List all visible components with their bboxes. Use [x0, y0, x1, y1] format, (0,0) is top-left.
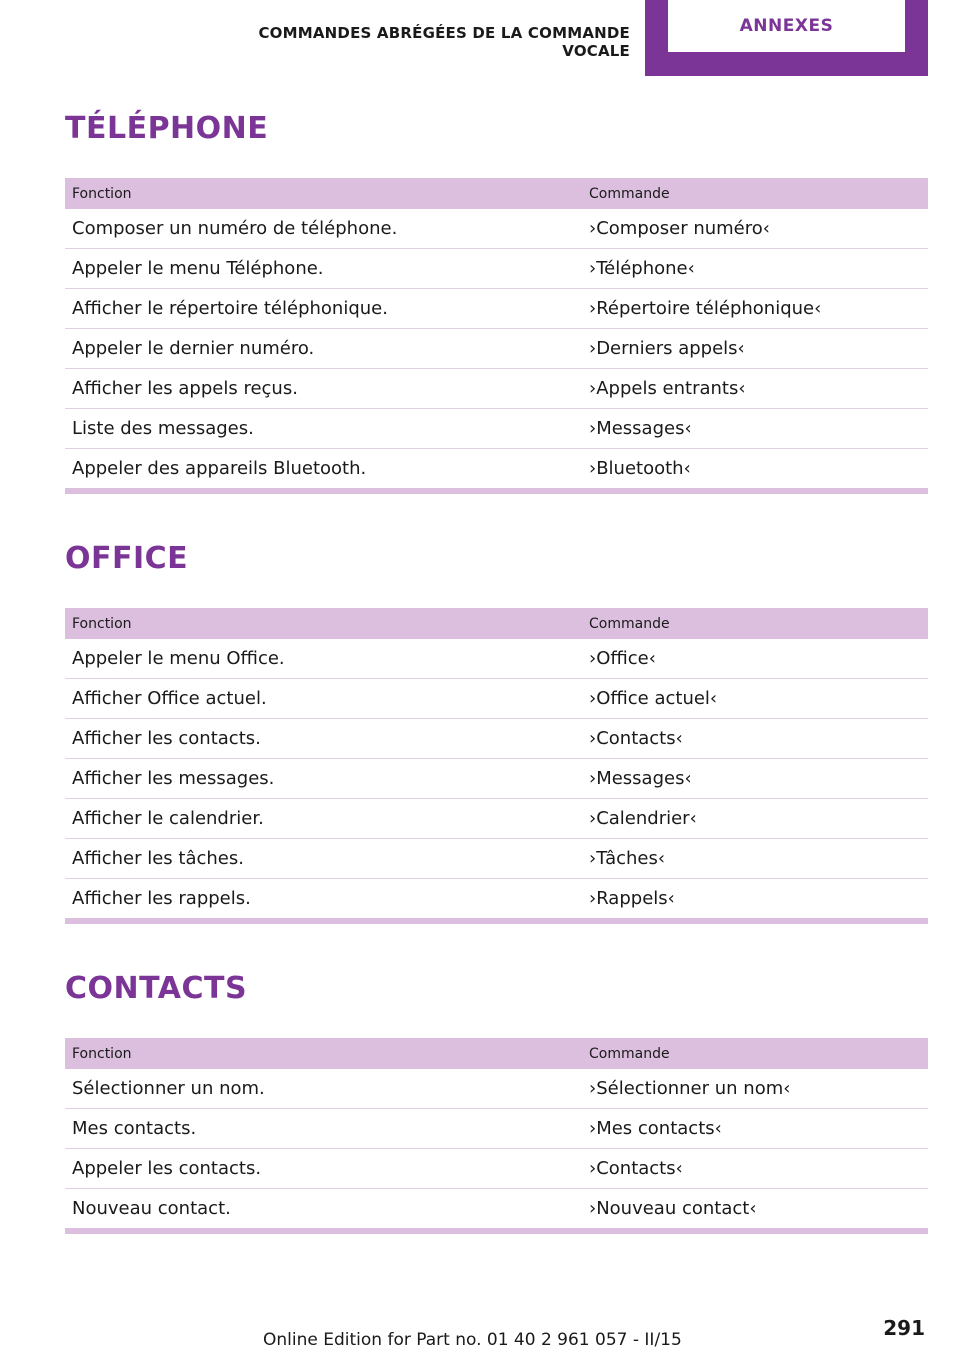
function-cell: Afficher Office actuel.: [65, 679, 582, 719]
table-row: [65, 879, 928, 919]
page-number: 291: [883, 1316, 925, 1340]
function-cell: Sélectionner un nom.: [65, 1069, 582, 1109]
function-cell: Afficher le calendrier.: [65, 799, 582, 839]
table-row: [65, 289, 928, 329]
function-cell: Nouveau contact.: [72, 1198, 231, 1219]
section-office: [65, 539, 928, 924]
column-header-command: Commande: [582, 608, 928, 639]
table-row: [65, 1109, 928, 1149]
command-table: [65, 178, 928, 488]
table-row: [65, 1189, 928, 1229]
function-cell: Afficher les rappels.: [72, 888, 251, 909]
command-cell: ›Composer numéro‹: [582, 209, 928, 249]
table-row: [65, 449, 928, 489]
function-cell: Afficher les appels reçus.: [65, 369, 582, 409]
section-title: TÉLÉPHONE: [65, 111, 269, 146]
header-tab-label: ANNEXES: [668, 0, 905, 52]
command-cell: ›Contacts‹: [582, 1149, 928, 1189]
column-header-function: Fonction: [65, 1038, 582, 1069]
command-cell: ›Messages‹: [582, 409, 928, 449]
table-bottom-rule: [65, 1228, 928, 1234]
header-chapter-title: COMMANDES ABRÉGÉES DE LA COMMANDE VOCALE: [258, 24, 630, 60]
function-cell: Appeler des appareils Bluetooth.: [72, 458, 367, 479]
function-cell: Mes contacts.: [65, 1109, 582, 1149]
table-row: [65, 1149, 928, 1189]
table-row: [65, 639, 928, 679]
section-contacts: [65, 969, 928, 1234]
table-row: [65, 839, 928, 879]
command-cell: ›Tâches‹: [582, 839, 928, 879]
function-cell: Appeler le dernier numéro.: [65, 329, 582, 369]
command-cell: ›Derniers appels‹: [582, 329, 928, 369]
command-cell: ›Calendrier‹: [582, 799, 928, 839]
table-row: [65, 719, 928, 759]
section-title: OFFICE: [65, 541, 189, 576]
function-cell: Afficher les contacts.: [65, 719, 582, 759]
command-cell: ›Répertoire téléphonique‹: [582, 289, 928, 329]
command-cell: ›Messages‹: [582, 759, 928, 799]
table-row: [65, 759, 928, 799]
column-header-function: Fonction: [65, 178, 582, 209]
table-row: [65, 209, 928, 249]
function-cell: Afficher le répertoire téléphonique.: [65, 289, 582, 329]
column-header-command: Commande: [582, 1038, 928, 1069]
table-header-row: [65, 1038, 928, 1069]
section-title: CONTACTS: [65, 971, 248, 1006]
table-header-row: [65, 608, 928, 639]
table-row: [65, 329, 928, 369]
command-cell: ›Office actuel‹: [582, 679, 928, 719]
command-cell: ›Contacts‹: [582, 719, 928, 759]
function-cell: Afficher les tâches.: [65, 839, 582, 879]
table-bottom-rule: [65, 918, 928, 924]
command-table: [65, 608, 928, 918]
command-table: [65, 1038, 928, 1228]
table-row: [65, 369, 928, 409]
header-tab: [645, 0, 928, 76]
function-cell: Appeler le menu Téléphone.: [65, 249, 582, 289]
function-cell: Composer un numéro de téléphone.: [65, 209, 582, 249]
table-row: [65, 249, 928, 289]
table-row: [65, 679, 928, 719]
function-cell: Appeler les contacts.: [65, 1149, 582, 1189]
table-row: [65, 1069, 928, 1109]
command-cell: ›Nouveau contact‹: [589, 1198, 757, 1219]
command-cell: ›Office‹: [582, 639, 928, 679]
table-row: [65, 799, 928, 839]
function-cell: Appeler le menu Office.: [65, 639, 582, 679]
command-cell: ›Appels entrants‹: [582, 369, 928, 409]
table-bottom-rule: [65, 488, 928, 494]
function-cell: Afficher les messages.: [65, 759, 582, 799]
function-cell: Liste des messages.: [65, 409, 582, 449]
section-telephone: [65, 109, 928, 494]
command-cell: ›Sélectionner un nom‹: [582, 1069, 928, 1109]
footer-edition-note: Online Edition for Part no. 01 40 2 961 057 - II/15: [263, 1330, 682, 1350]
column-header-function: Fonction: [65, 608, 582, 639]
table-header-row: [65, 178, 928, 209]
command-cell: ›Mes contacts‹: [582, 1109, 928, 1149]
command-cell: ›Bluetooth‹: [589, 458, 691, 479]
table-row: [65, 409, 928, 449]
command-cell: ›Rappels‹: [589, 888, 675, 909]
column-header-command: Commande: [582, 178, 928, 209]
command-cell: ›Téléphone‹: [582, 249, 928, 289]
